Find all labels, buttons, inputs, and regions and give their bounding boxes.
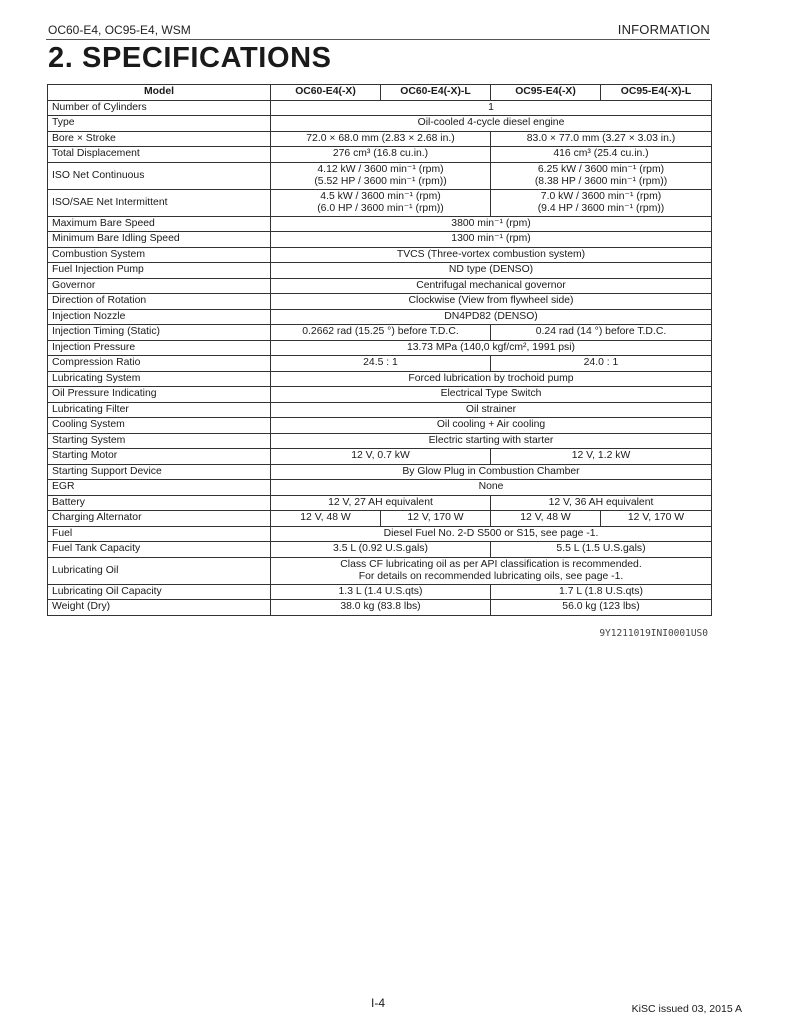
row-value: None — [271, 480, 712, 496]
issue-date: KiSC issued 03, 2015 A — [631, 1003, 742, 1015]
table-header-row — [48, 85, 712, 101]
row-value: Diesel Fuel No. 2-D S500 or S15, see page -1. — [271, 526, 712, 542]
row-label: Weight (Dry) — [48, 600, 271, 616]
table-row — [48, 542, 712, 558]
table-row — [48, 162, 712, 189]
row-value: By Glow Plug in Combustion Chamber — [271, 464, 712, 480]
row-label: Starting Support Device — [48, 464, 271, 480]
row-value — [271, 557, 712, 584]
table-row — [48, 449, 712, 465]
oc60-value-line-1: 4.5 kW / 3600 min⁻¹ (rpm) — [320, 190, 441, 202]
oc95-value: 56.0 kg (123 lbs) — [491, 600, 712, 616]
oc95-value: 12 V, 1.2 kW — [491, 449, 712, 465]
table-row — [48, 278, 712, 294]
table-row — [48, 263, 712, 279]
row-label: Type — [48, 116, 271, 132]
oc95-value-line-2: (9.4 HP / 3600 min⁻¹ (rpm)) — [537, 202, 665, 214]
table-row — [48, 340, 712, 356]
table-row — [48, 116, 712, 132]
row-value: Centrifugal mechanical governor — [271, 278, 712, 294]
oc95-value — [491, 162, 712, 189]
row-value: Clockwise (View from flywheel side) — [271, 294, 712, 310]
oc95-value: 1.7 L (1.8 U.S.qts) — [491, 584, 712, 600]
row-value-line-2: For details on recommended lubricating oils, see page -1. — [358, 570, 624, 582]
table-row — [48, 402, 712, 418]
row-label: Direction of Rotation — [48, 294, 271, 310]
table-row — [48, 433, 712, 449]
table-row — [48, 464, 712, 480]
table-row — [48, 232, 712, 248]
column-header-model: Model — [48, 85, 271, 101]
row-label: Bore × Stroke — [48, 131, 271, 147]
column-header-oc60-e4-x: OC60-E4(-X) — [271, 85, 381, 101]
oc60-value — [271, 189, 491, 216]
row-value: TVCS (Three-vortex combustion system) — [271, 247, 712, 263]
oc95-value-line-2: (8.38 HP / 3600 min⁻¹ (rpm)) — [534, 175, 668, 187]
oc60-value: 276 cm³ (16.8 cu.in.) — [271, 147, 491, 163]
document-code: 9Y1211019INI0001US0 — [599, 628, 708, 639]
row-value: ND type (DENSO) — [271, 263, 712, 279]
oc60-value: 0.2662 rad (15.25 °) before T.D.C. — [271, 325, 491, 341]
table-row — [48, 495, 712, 511]
oc95-value: 83.0 × 77.0 mm (3.27 × 3.03 in.) — [491, 131, 712, 147]
manual-model-header: OC60-E4, OC95-E4, WSM — [48, 23, 191, 37]
row-value: Oil strainer — [271, 402, 712, 418]
table-row — [48, 356, 712, 372]
column-header-oc95-e4-x-l: OC95-E4(-X)-L — [601, 85, 712, 101]
table-row — [48, 371, 712, 387]
row-label: Starting System — [48, 433, 271, 449]
row-label: Charging Alternator — [48, 511, 271, 527]
row-label: Fuel Tank Capacity — [48, 542, 271, 558]
row-value: 1300 min⁻¹ (rpm) — [271, 232, 712, 248]
row-value: DN4PD82 (DENSO) — [271, 309, 712, 325]
oc60-value — [271, 162, 491, 189]
row-value: Forced lubrication by trochoid pump — [271, 371, 712, 387]
oc60-value: 1.3 L (1.4 U.S.qts) — [271, 584, 491, 600]
row-label: Fuel — [48, 526, 271, 542]
oc60-value-line-1: 4.12 kW / 3600 min⁻¹ (rpm) — [317, 163, 444, 175]
row-label: Fuel Injection Pump — [48, 263, 271, 279]
table-row — [48, 480, 712, 496]
oc95-value: 0.24 rad (14 °) before T.D.C. — [491, 325, 712, 341]
row-value-line-1: Class CF lubricating oil as per API classification is recommended. — [340, 558, 642, 570]
page-title: 2. SPECIFICATIONS — [48, 42, 332, 74]
column-header-oc95-e4-x: OC95-E4(-X) — [491, 85, 601, 101]
row-value: Oil-cooled 4-cycle diesel engine — [271, 116, 712, 132]
row-label: Lubricating Oil — [48, 557, 271, 584]
table-row — [48, 189, 712, 216]
oc60-value: 12 V, 27 AH equivalent — [271, 495, 491, 511]
row-label: Total Displacement — [48, 147, 271, 163]
table-row — [48, 309, 712, 325]
table-row — [48, 557, 712, 584]
row-label: Oil Pressure Indicating — [48, 387, 271, 403]
page-number: I-4 — [371, 996, 386, 1010]
oc95-value-line-1: 6.25 kW / 3600 min⁻¹ (rpm) — [537, 163, 665, 175]
table-row — [48, 418, 712, 434]
table-row — [48, 216, 712, 232]
header-divider — [46, 39, 710, 40]
oc60-value: 24.5 : 1 — [271, 356, 491, 372]
table-row — [48, 294, 712, 310]
oc60-e4-x-value: 12 V, 48 W — [271, 511, 381, 527]
row-label: Battery — [48, 495, 271, 511]
oc60-value: 12 V, 0.7 kW — [271, 449, 491, 465]
row-label: Cooling System — [48, 418, 271, 434]
row-label: Injection Pressure — [48, 340, 271, 356]
section-header: INFORMATION — [617, 22, 710, 37]
row-label: ISO/SAE Net Intermittent — [48, 189, 271, 216]
oc95-e4-x-l-value: 12 V, 170 W — [601, 511, 712, 527]
oc95-value: 24.0 : 1 — [491, 356, 712, 372]
row-label: Starting Motor — [48, 449, 271, 465]
row-value: Electric starting with starter — [271, 433, 712, 449]
oc95-value: 12 V, 36 AH equivalent — [491, 495, 712, 511]
row-label: Lubricating Filter — [48, 402, 271, 418]
row-value: 13.73 MPa (140,0 kgf/cm², 1991 psi) — [271, 340, 712, 356]
oc95-value-line-1: 7.0 kW / 3600 min⁻¹ (rpm) — [540, 190, 662, 202]
specifications-table — [47, 84, 712, 616]
row-label: Lubricating System — [48, 371, 271, 387]
table-row — [48, 100, 712, 116]
row-value: Electrical Type Switch — [271, 387, 712, 403]
row-label: Injection Nozzle — [48, 309, 271, 325]
row-value: 1 — [271, 100, 712, 116]
row-label: Lubricating Oil Capacity — [48, 584, 271, 600]
table-row — [48, 600, 712, 616]
row-value: Oil cooling + Air cooling — [271, 418, 712, 434]
row-value: 3800 min⁻¹ (rpm) — [271, 216, 712, 232]
row-label: Combustion System — [48, 247, 271, 263]
row-label: Minimum Bare Idling Speed — [48, 232, 271, 248]
oc60-value: 38.0 kg (83.8 lbs) — [271, 600, 491, 616]
oc60-value-line-2: (5.52 HP / 3600 min⁻¹ (rpm)) — [314, 175, 447, 187]
oc95-value: 5.5 L (1.5 U.S.gals) — [491, 542, 712, 558]
oc60-value: 72.0 × 68.0 mm (2.83 × 2.68 in.) — [271, 131, 491, 147]
row-label: ISO Net Continuous — [48, 162, 271, 189]
row-label: Compression Ratio — [48, 356, 271, 372]
column-header-oc60-e4-x-l: OC60-E4(-X)-L — [381, 85, 491, 101]
oc95-e4-x-value: 12 V, 48 W — [491, 511, 601, 527]
table-row — [48, 147, 712, 163]
table-row — [48, 511, 712, 527]
oc60-value-line-2: (6.0 HP / 3600 min⁻¹ (rpm)) — [317, 202, 444, 214]
oc60-value: 3.5 L (0.92 U.S.gals) — [271, 542, 491, 558]
table-row — [48, 526, 712, 542]
table-row — [48, 584, 712, 600]
table-row — [48, 131, 712, 147]
table-row — [48, 325, 712, 341]
oc95-value: 416 cm³ (25.4 cu.in.) — [491, 147, 712, 163]
row-label: Governor — [48, 278, 271, 294]
row-label: EGR — [48, 480, 271, 496]
table-row — [48, 247, 712, 263]
row-label: Maximum Bare Speed — [48, 216, 271, 232]
oc60-e4-x-l-value: 12 V, 170 W — [381, 511, 491, 527]
oc95-value — [491, 189, 712, 216]
row-label: Injection Timing (Static) — [48, 325, 271, 341]
row-label: Number of Cylinders — [48, 100, 271, 116]
table-row — [48, 387, 712, 403]
